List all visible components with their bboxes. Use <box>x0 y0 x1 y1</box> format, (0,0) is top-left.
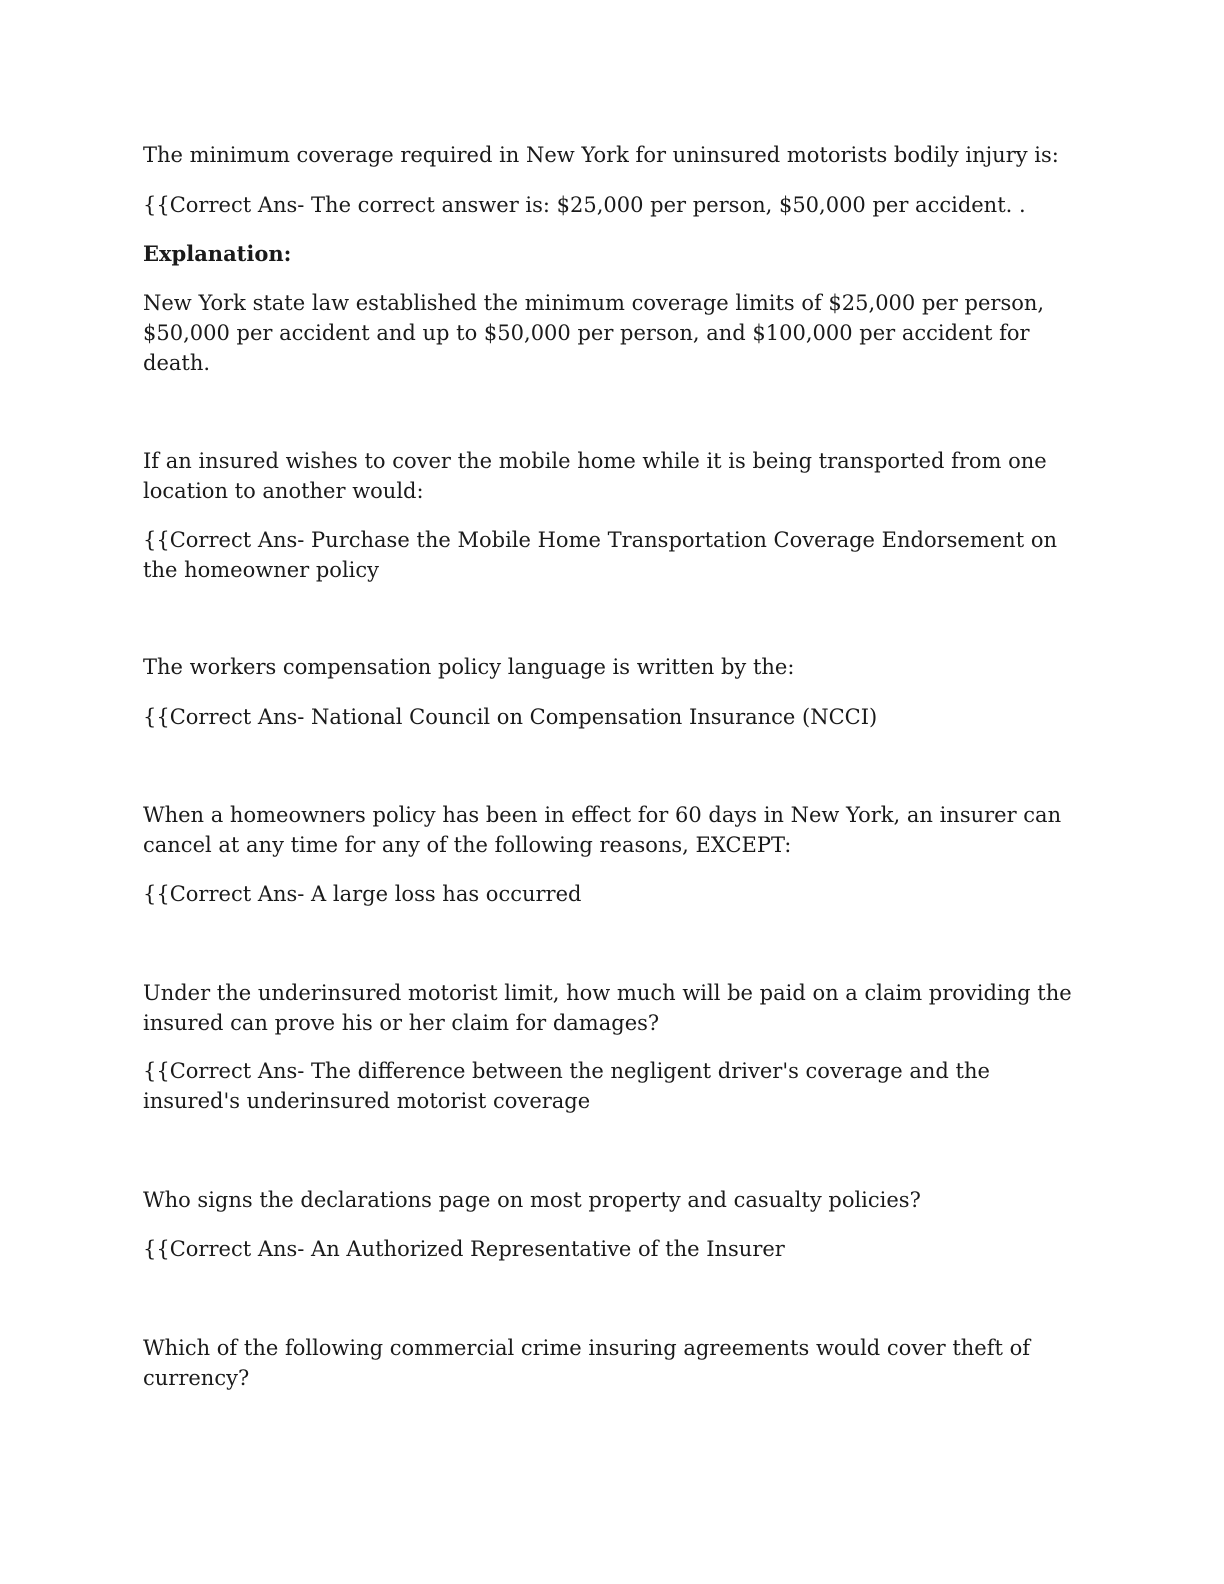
answer-text: {{Correct Ans- The difference between the negligent driver's coverage and the insured's underinsured motorist coverage <box>143 1059 990 1113</box>
explanation-heading: Explanation: <box>143 241 292 266</box>
question-text: The minimum coverage required in New York for uninsured motorists bodily injury is: <box>143 143 1059 167</box>
answer-text: {{Correct Ans- Purchase the Mobile Home Transportation Coverage Endorsement on the homeowner policy <box>143 528 1057 582</box>
answer-text: {{Correct Ans- An Authorized Representative of the Insurer <box>143 1237 785 1261</box>
answer-text: {{Correct Ans- A large loss has occurred <box>143 882 582 906</box>
answer-text: {{Correct Ans- National Council on Compensation Insurance (NCCI) <box>143 705 878 729</box>
question-text: Who signs the declarations page on most property and casualty policies? <box>143 1188 921 1212</box>
question-text: Under the underinsured motorist limit, how much will be paid on a claim providing the insured can prove his or her claim for damages? <box>143 981 1072 1035</box>
explanation-text: New York state law established the minimum coverage limits of $25,000 per person, $50,000 per accident and up to $50,000 per person, and $100,000 per accident for death. <box>143 291 1045 375</box>
answer-text: {{Correct Ans- The correct answer is: $25,000 per person, $50,000 per accident. . <box>143 193 1026 217</box>
question-text: If an insured wishes to cover the mobile home while it is being transported from one location to another would: <box>143 449 1047 503</box>
question-text: The workers compensation policy language is written by the: <box>143 655 795 679</box>
question-text: Which of the following commercial crime insuring agreements would cover theft of currency? <box>143 1336 1031 1390</box>
question-text: When a homeowners policy has been in effect for 60 days in New York, an insurer can cancel at any time for any of the following reasons, EXCEPT: <box>143 803 1062 857</box>
